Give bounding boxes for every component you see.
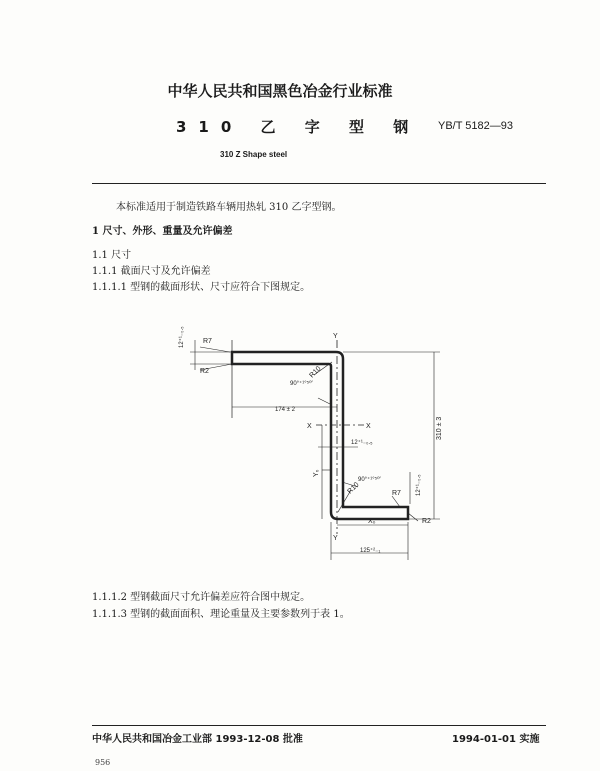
section-1-1-heading: 1.1 尺寸 (92, 250, 132, 261)
angle-top-label: 90°⁺¹°⁵⁰′ (290, 381, 313, 387)
english-title: 310 Z Shape steel (220, 150, 288, 159)
flange-thickness-top-label: 12⁺¹₋₀.₅ (179, 326, 185, 348)
page-number: 956 (95, 758, 111, 767)
section-1-heading: 1 尺寸、外形、重量及允许偏差 (92, 226, 233, 237)
section-1-1-1-heading: 1.1.1 截面尺寸及允许偏差 (92, 266, 211, 277)
flange-thickness-bottom-label: 12⁺¹₋₀.₅ (416, 474, 422, 496)
r10-bottom-label: R10 (346, 481, 361, 496)
y-axis-bottom-label: Y (333, 535, 338, 542)
bottom-rule (92, 725, 546, 726)
angle-bottom-label: 90°⁺¹°⁵⁰′ (358, 477, 381, 483)
r2-bottom-label: R2 (422, 518, 431, 525)
doc-title: 310 乙 字 型 钢 (176, 118, 421, 136)
r10-top-label: R10 (308, 365, 323, 380)
x0-label: X₀ (368, 518, 376, 525)
x-axis-right-label: X (366, 423, 371, 430)
section-outline (232, 352, 408, 519)
section-1-1-1-2-text: 1.1.1.2 型钢截面尺寸允许偏差应符合图中规定。 (92, 592, 311, 603)
r2-top-label: R2 (200, 368, 209, 375)
y-axis-top-label: Y (333, 333, 338, 340)
width-bottom-label: 125⁺²₋₁ (360, 548, 381, 554)
web-thickness-label: 12⁺¹₋₀.₅ (351, 440, 373, 446)
height-label: 310 ± 3 (436, 416, 443, 440)
footer-effective-date: 1994-01-01 实施 (452, 734, 540, 745)
x-axis-left-label: X (307, 423, 312, 430)
standard-number: YB/T 5182—93 (438, 120, 514, 132)
org-title: 中华人民共和国黑色冶金行业标准 (167, 82, 393, 100)
y0-label: Y₀ (313, 469, 320, 477)
intro-paragraph: 本标准适用于制造铁路车辆用热轧 310 乙字型钢。 (116, 202, 342, 213)
r7-bottom-label: R7 (392, 490, 401, 497)
section-1-1-1-3-text: 1.1.1.3 型钢的截面面积、理论重量及主要参数列于表 1。 (92, 609, 350, 620)
section-1-1-1-1-text: 1.1.1.1 型钢的截面形状、尺寸应符合下图规定。 (92, 282, 311, 293)
width-top-label: 174 ± 2 (275, 407, 295, 413)
footer-publisher: 中华人民共和国冶金工业部 1993-12-08 批准 (92, 734, 303, 745)
r7-top-label: R7 (203, 338, 212, 345)
